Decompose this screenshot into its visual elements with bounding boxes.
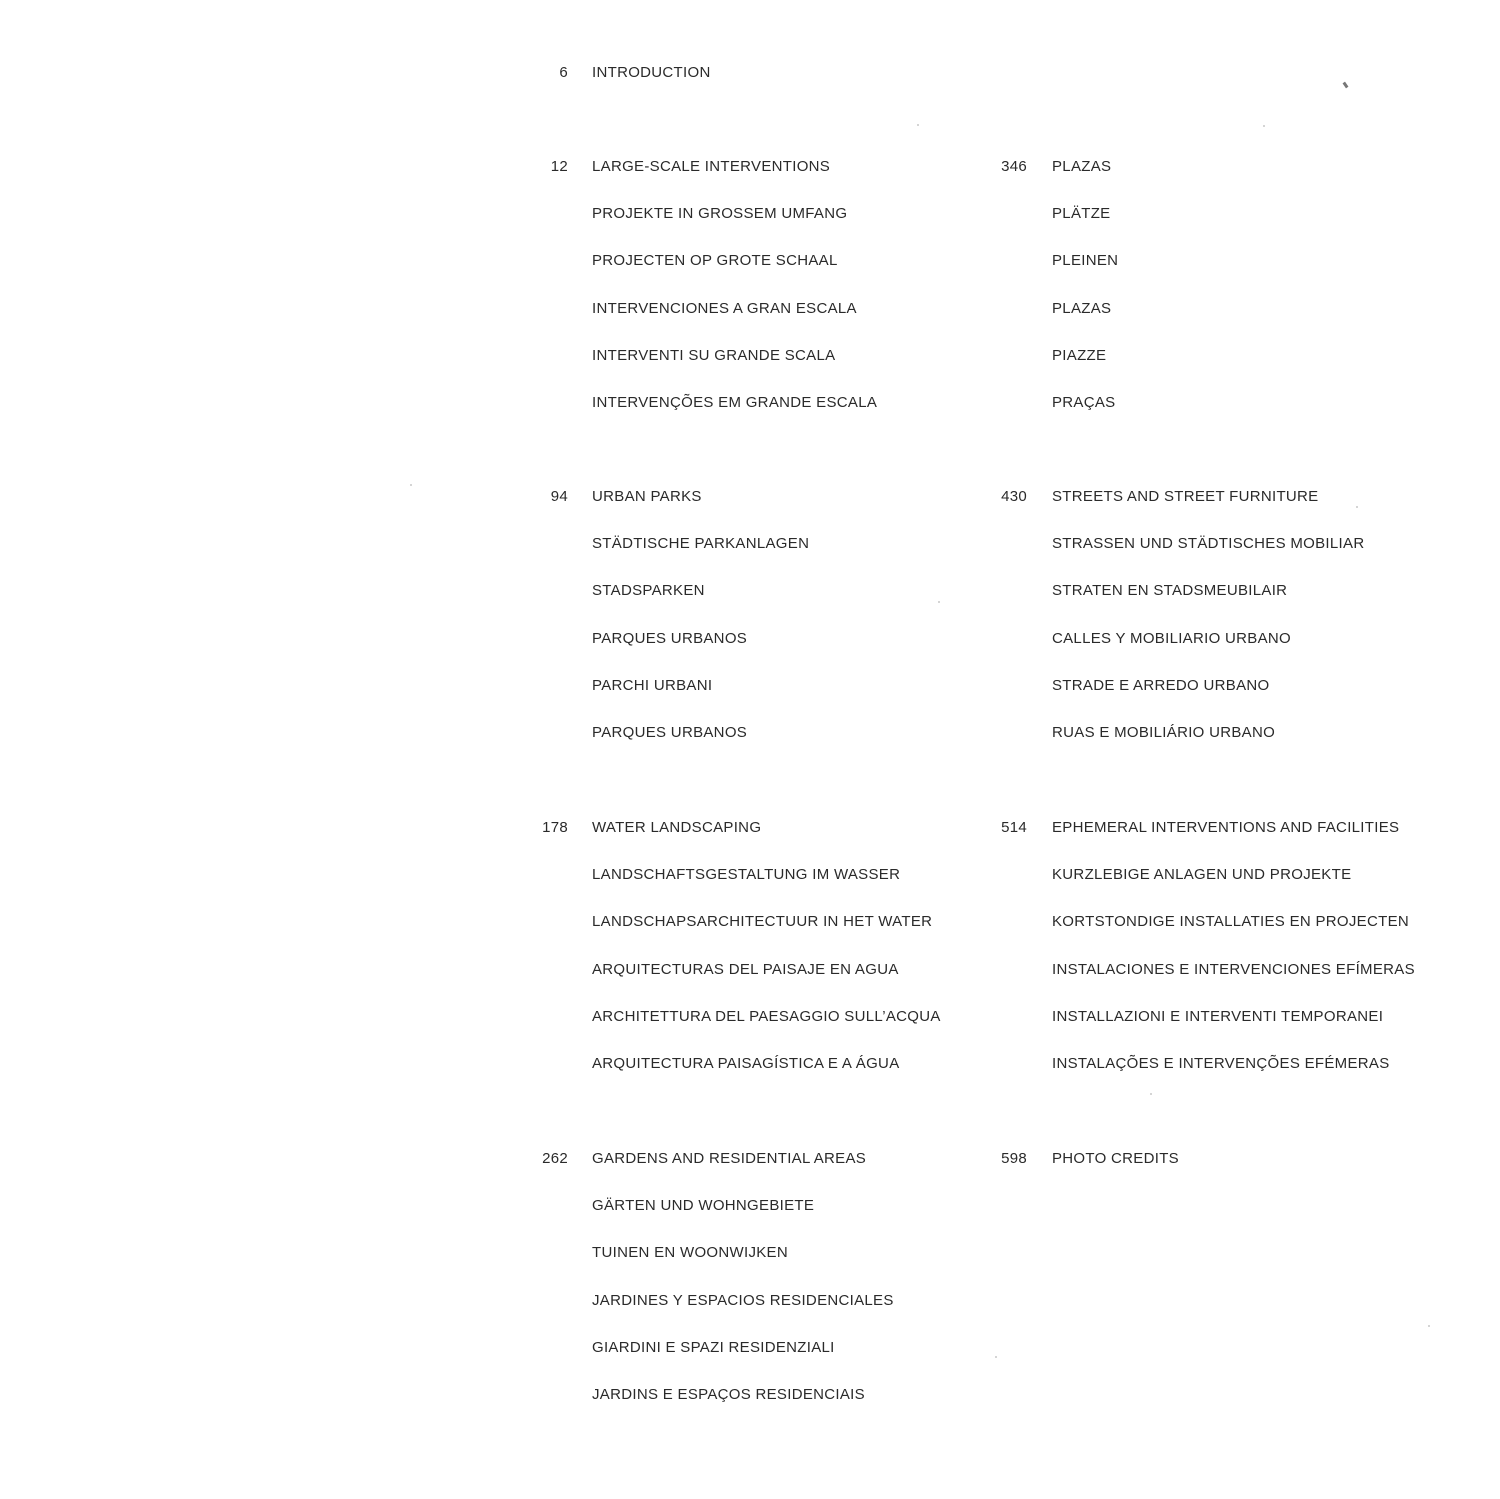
section-title-translation: INSTALAÇÕES E INTERVENÇÕES EFÉMERAS — [1052, 1054, 1390, 1072]
section-title-translation: PLEINEN — [1052, 252, 1119, 270]
section-title-translation: LANDSCHAFTSGESTALTUNG IM WASSER — [592, 866, 901, 884]
section-title-translation: STRADE E ARREDO URBANO — [1052, 676, 1270, 694]
section-title-translation: STÄDTISCHE PARKANLAGEN — [592, 535, 810, 553]
section-title-translation: TUINEN EN WOONWIJKEN — [592, 1244, 788, 1262]
section-titles — [1052, 819, 1415, 1102]
section-title-translation: KURZLEBIGE ANLAGEN UND PROJEKTE — [1052, 866, 1352, 884]
section-title[interactable]: GARDENS AND RESIDENTIAL AREAS — [592, 1150, 867, 1167]
section-title-translation: PARQUES URBANOS — [592, 629, 748, 647]
section-titles — [592, 819, 941, 1102]
section-title-translation: INSTALACIONES E INTERVENCIONES EFÍMERAS — [1052, 960, 1415, 978]
section-title-translation: INTERVENÇÕES EM GRANDE ESCALA — [592, 393, 878, 411]
section-title-translation: RUAS E MOBILIÁRIO URBANO — [1052, 723, 1276, 741]
section-title-translation: PLAZAS — [1052, 299, 1112, 317]
page-number: 346 — [1001, 158, 1027, 175]
section-title[interactable]: URBAN PARKS — [592, 488, 702, 505]
page-number: 6 — [559, 64, 568, 81]
section-title-translation: PRAÇAS — [1052, 393, 1116, 411]
page-number: 12 — [550, 158, 568, 175]
section-title-translation: LANDSCHAPSARCHITECTUUR IN HET WATER — [592, 913, 933, 931]
section-title-translation: JARDINS E ESPAÇOS RESIDENCIAIS — [592, 1385, 865, 1403]
section-title-translation: INSTALLAZIONI E INTERVENTI TEMPORANEI — [1052, 1007, 1384, 1025]
page-number: 94 — [550, 488, 568, 505]
section-title-translation: PROJECTEN OP GROTE SCHAAL — [592, 252, 838, 270]
section-title-translation: INTERVENCIONES A GRAN ESCALA — [592, 299, 857, 317]
section-title-translation: PARQUES URBANOS — [592, 723, 748, 741]
scan-speck — [1356, 506, 1358, 508]
section-titles — [592, 158, 877, 441]
section-title[interactable]: INTRODUCTION — [592, 64, 711, 81]
section-title-translation: STRASSEN UND STÄDTISCHES MOBILIAR — [1052, 535, 1365, 553]
page-number: 598 — [1001, 1150, 1027, 1167]
page-number: 430 — [1001, 488, 1027, 505]
section-title-translation: CALLES Y MOBILIARIO URBANO — [1052, 629, 1291, 647]
page-number: 262 — [542, 1150, 568, 1167]
scan-speck — [410, 484, 412, 486]
section-title-translation: PLÄTZE — [1052, 205, 1111, 223]
section-title-translation: PROJEKTE IN GROSSEM UMFANG — [592, 205, 848, 223]
section-title-translation: STRATEN EN STADSMEUBILAIR — [1052, 582, 1288, 600]
section-title[interactable]: PHOTO CREDITS — [1052, 1150, 1179, 1167]
section-title-translation: PARCHI URBANI — [592, 676, 713, 694]
section-titles — [1052, 1150, 1179, 1197]
section-title[interactable]: LARGE-SCALE INTERVENTIONS — [592, 158, 831, 175]
section-titles — [592, 488, 809, 771]
section-title-translation: JARDINES Y ESPACIOS RESIDENCIALES — [592, 1291, 894, 1309]
section-title[interactable]: EPHEMERAL INTERVENTIONS AND FACILITIES — [1052, 819, 1400, 836]
section-titles — [1052, 158, 1118, 441]
scan-mark — [1343, 82, 1349, 89]
scan-speck — [995, 1356, 997, 1358]
scan-speck — [1150, 1093, 1152, 1095]
section-title-translation: STADSPARKEN — [592, 582, 705, 600]
section-title-translation: INTERVENTI SU GRANDE SCALA — [592, 346, 836, 364]
section-titles — [592, 64, 711, 111]
section-title-translation: ARCHITETTURA DEL PAESAGGIO SULL’ACQUA — [592, 1007, 941, 1025]
section-titles — [1052, 488, 1364, 771]
section-title-translation: KORTSTONDIGE INSTALLATIES EN PROJECTEN — [1052, 913, 1410, 931]
scan-speck — [917, 124, 919, 126]
section-title-translation: PIAZZE — [1052, 346, 1107, 364]
section-title-translation: GÄRTEN UND WOHNGEBIETE — [592, 1197, 815, 1215]
section-title[interactable]: STREETS AND STREET FURNITURE — [1052, 488, 1319, 505]
scan-speck — [938, 601, 940, 603]
page-number: 178 — [542, 819, 568, 836]
section-title-translation: ARQUITECTURA PAISAGÍSTICA E A ÁGUA — [592, 1054, 900, 1072]
section-title-translation: ARQUITECTURAS DEL PAISAJE EN AGUA — [592, 960, 899, 978]
section-title-translation: GIARDINI E SPAZI RESIDENZIALI — [592, 1338, 835, 1356]
scan-speck — [1428, 1325, 1430, 1327]
page-number: 514 — [1001, 819, 1027, 836]
scan-speck — [1263, 125, 1265, 127]
section-title[interactable]: WATER LANDSCAPING — [592, 819, 762, 836]
section-titles — [592, 1150, 894, 1433]
section-title[interactable]: PLAZAS — [1052, 158, 1112, 175]
